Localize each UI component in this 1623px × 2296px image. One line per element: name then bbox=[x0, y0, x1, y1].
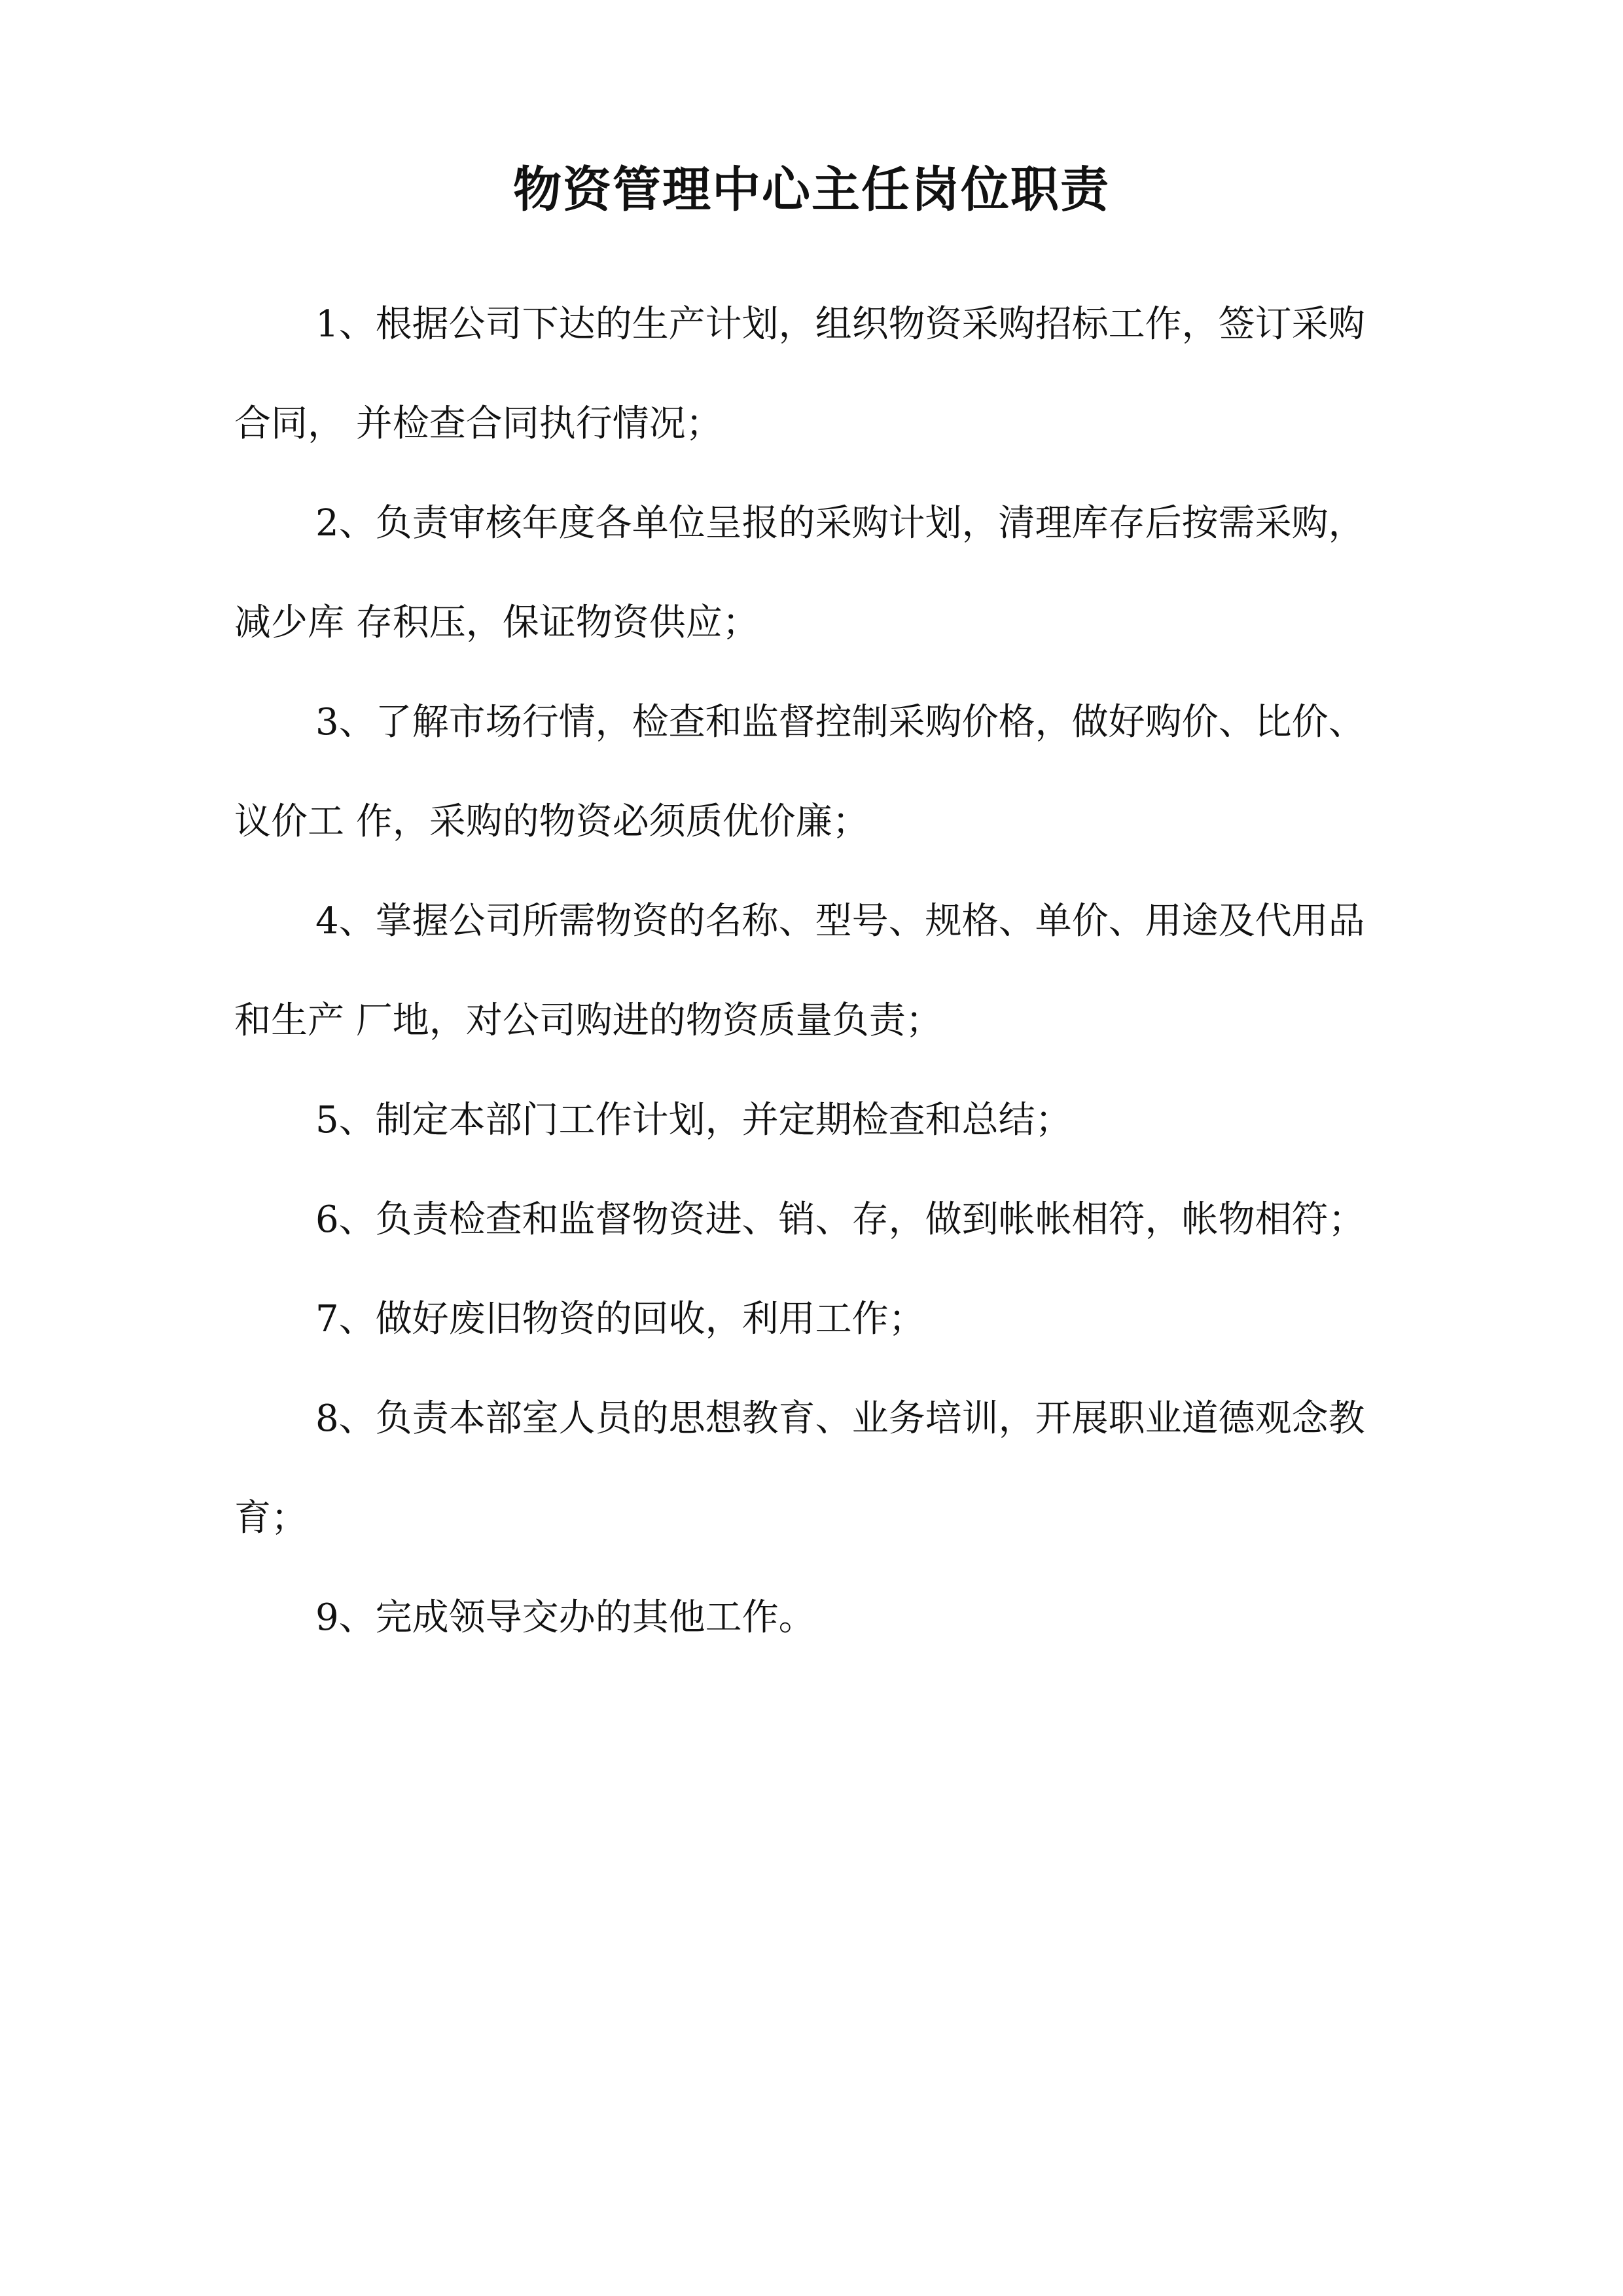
duty-item-1: 1、根据公司下达的生产计划，组织物资采购招标工作，签订采购合同， 并检查合同执行情况； bbox=[234, 303, 1365, 445]
duty-item-7: 7、做好废旧物资的回收，利用工作； bbox=[315, 1298, 925, 1340]
duty-item-2: 2、负责审核年度各单位呈报的采购计划，清理库存后按需采购，减少库 存积压，保证物资供应； bbox=[234, 502, 1365, 644]
document-title: 物资管理中心主任岗位职责 bbox=[513, 162, 1110, 218]
duty-item-9: 9、完成领导交办的其他工作。 bbox=[315, 1596, 815, 1639]
duty-item-8: 8、负责本部室人员的思想教育、业务培训，开展职业道德观念教育； bbox=[234, 1397, 1365, 1539]
duty-item-4: 4、掌握公司所需物资的名称、型号、规格、单价、用途及代用品和生产 厂地，对公司购进的物资质量负责； bbox=[234, 900, 1365, 1042]
duty-item-6: 6、负责检查和监督物资进、销、存，做到帐帐相符，帐物相符； bbox=[315, 1198, 1365, 1241]
duty-item-3: 3、了解市场行情，检查和监督控制采购价格，做好购价、比价、议价工 作，采购的物资必须质优价廉； bbox=[234, 701, 1365, 843]
duty-item-5: 5、制定本部门工作计划，并定期检查和总结； bbox=[315, 1099, 1072, 1141]
duty-list bbox=[234, 275, 1373, 1668]
